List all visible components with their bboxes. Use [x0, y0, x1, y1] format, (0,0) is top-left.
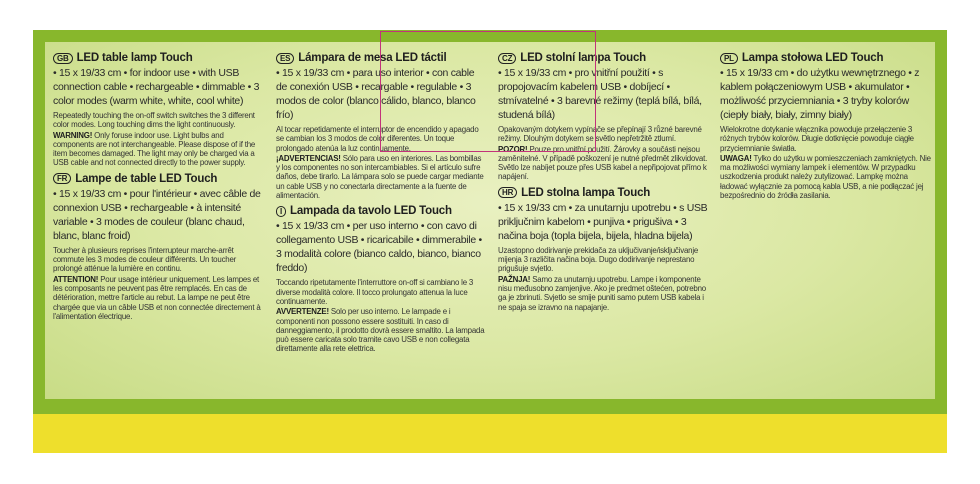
language-badge-hr: HR: [498, 187, 517, 198]
section-title: [53, 173, 265, 185]
section-warning: [53, 131, 265, 168]
section-it: [276, 205, 486, 353]
warning-text: Pour usage intérieur uniquement. Les lampes et les composants ne peuvent pas être remplacés. En cas de détérioration, mettre l'article au rebut. La lampe ne peut être chargée que via un câble USB et non connectée directement à l'alimentation électrique.: [53, 274, 261, 321]
language-badge-es: ES: [276, 53, 294, 64]
section-specs: • 15 x 19/33 cm • za unutarnju upotrebu • s USB priključnim kabelom • punjiva • prigušiva • 3 načina boja (topla bijela, bijela, hladna bijela): [498, 201, 708, 242]
section-specs: • 15 x 19/33 cm • pro vnitřní použití • s propojovacím kabelem USB • dobíjecí • stmívatelné • 3 barevné režimy (teplá bílá, bílá, studená bílá): [498, 67, 702, 121]
section-warning: [720, 154, 934, 200]
column-4: [720, 52, 934, 205]
language-badge-it: I: [276, 206, 286, 217]
yellow-footer-band: [33, 414, 947, 453]
section-warning: [276, 307, 486, 353]
section-description: Opakovaným dotykem vypínače se přepínají 3 různé barevné režimy. Dlouhým dotykem se světlo nepřetržitě ztlumí.: [498, 125, 702, 144]
section-specs: • 15 x 19/33 cm • for indoor use • with USB connection cable • rechargeable • dimmable • 3 color modes (warm white, white, cool white): [53, 67, 260, 107]
section-warning: [53, 275, 265, 321]
warning-text: Solo per uso interno. Le lampade e i componenti non possono essere sostituiti. In caso di danneggiamento, il prodotto dovrà essere smaltito. La lampada può essere caricata solo tramite cavo USB e non collegata direttamente alla rete elettrica.: [276, 307, 485, 354]
language-badge-fr: FR: [53, 173, 71, 184]
section-title-text: Lampada da tavolo LED Touch: [290, 205, 452, 218]
section-specs: • 15 x 19/33 cm • pour l'intérieur • avec câble de connexion USB • rechargeable • à intensité variable • 3 modes de couleur (blanc chaud, blanc, blanc froid): [53, 187, 261, 242]
section-description: Uzastopno dodirivanje prekidača za uključivanje/isključivanje mijenja 3 različita načina boja. Dugo dodirivanje neprestano prigušuje svjetlo.: [498, 245, 699, 274]
language-badge-gb: GB: [53, 53, 73, 64]
section-title-text: LED stolna lampa Touch: [521, 186, 651, 199]
section-specs: • 15 x 19/33 cm • do użytku wewnętrznego • z kablem połączeniowym USB • akumulator • możliwość przyciemniania • 3 tryby kolorów (ciepły biały, biały, zimny biały): [720, 67, 920, 121]
section-title-text: Lampa stołowa LED Touch: [741, 52, 884, 64]
section-title: [720, 52, 934, 64]
warning-label: PAŽNJA!: [498, 274, 531, 284]
section-title-text: LED stolní lampa Touch: [520, 52, 646, 64]
section-title: [276, 205, 486, 217]
section-specs: • 15 x 19/33 cm • per uso interno • con cavo di collegamento USB • ricaricabile • dimmerabile • 3 modalità colore (bianco caldo, bianco, bianco freddo): [276, 220, 482, 275]
warning-label: ¡ADVERTENCIAS!: [276, 153, 341, 163]
language-badge-pl: PL: [720, 53, 738, 64]
warning-label: AVVERTENZE!: [276, 307, 329, 317]
language-badge-cz: CZ: [498, 53, 516, 64]
section-title-text: LED table lamp Touch: [76, 52, 193, 64]
section-description: Wielokrotne dotykanie włącznika powoduje przełączenie 3 różnych trybów kolorów. Długie dotknięcie powoduje ciągłe przyciemnianie światła.: [720, 125, 914, 153]
warning-label: UWAGA!: [720, 153, 752, 163]
section-pl: [720, 52, 934, 200]
section-title: [498, 187, 708, 199]
warning-text: Sólo para uso en interiores. Las bombillas y los componentes no son intercambiables. Si el artículo sufre daños, debe tirarlo. La lámpara solo se puede cargar mediante un cable USB y no conectarla directamente a la fuente de alimentación.: [276, 153, 484, 201]
section-title: [53, 52, 265, 64]
section-description: Toccando ripetutamente l'interruttore on-off si cambiano le 3 diverse modalità colore. Il tocco prolungato attenua la luce continuamente.: [276, 278, 474, 306]
section-description: Al tocar repetidamente el interruptor de encendido y apagado se cambian los 3 modos de color diferentes. Un toque prolongado atenúa la luz continuamente.: [276, 125, 479, 153]
highlight-box: [380, 31, 596, 152]
warning-label: WARNING!: [53, 130, 93, 140]
column-1: [53, 52, 265, 326]
section-hr: [498, 187, 708, 312]
warning-text: Tylko do użytku w pomieszczeniach zamkniętych. Nie ma możliwości wymiany lampek i elementów. W przypadku uszkodzenia produkt należy zutylizować. Lampkę można ładować wyłącznie za pomocą kabla USB, a nie podłączać jej bezpośrednio do źródła zasilania.: [720, 153, 931, 201]
section-gb: [53, 52, 265, 168]
section-title-text: Lampe de table LED Touch: [75, 172, 218, 185]
warning-text: Samo za unutarnju upotrebu. Lampe i komponente nisu međusobno zamjenjive. Ako je predmet oštećen, potrebno ga je zbrinuti. Svjetlo se smije puniti samo putem USB kabela i ne spaja se izravno na napajanje.: [498, 274, 706, 312]
warning-label: POZOR!: [498, 144, 528, 154]
section-warning: [276, 154, 486, 200]
section-specs: • 15 x 19/33 cm • para uso interior • con cable de conexión USB • recargable • regulable • 3 modos de color (blanco cálido, blanco, blanco frío): [276, 67, 476, 121]
section-fr: [53, 173, 265, 321]
section-title-text: Lámpara de mesa LED táctil: [298, 52, 447, 64]
section-warning: [498, 275, 708, 312]
warning-text: Only foruse indoor use. Light bulbs and components are not interchangeable. Please dispose of if the item becomes damaged. The light may only be charged via a USB cable and not connected directly to the power supply.: [53, 130, 256, 168]
section-description: Toucher à plusieurs reprises l'interrupteur marche-arrêt commute les 3 modes de couleur différents. Un toucher prolongé atténue la lumière en continu.: [53, 245, 237, 274]
section-description: Repeatedly touching the on-off switch switches the 3 different color modes. Long touching dims the light continuously.: [53, 111, 255, 130]
warning-label: ATTENTION!: [53, 274, 99, 284]
warning-text: Pouze pro vnitřní použití. Žárovky a součásti nejsou zaměnitelné. V případě poškození je nutné předmět zlikvidovat. Světlo lze nabíjet pouze přes USB kabel a nepřipojovat přímo k napájení.: [498, 144, 708, 182]
